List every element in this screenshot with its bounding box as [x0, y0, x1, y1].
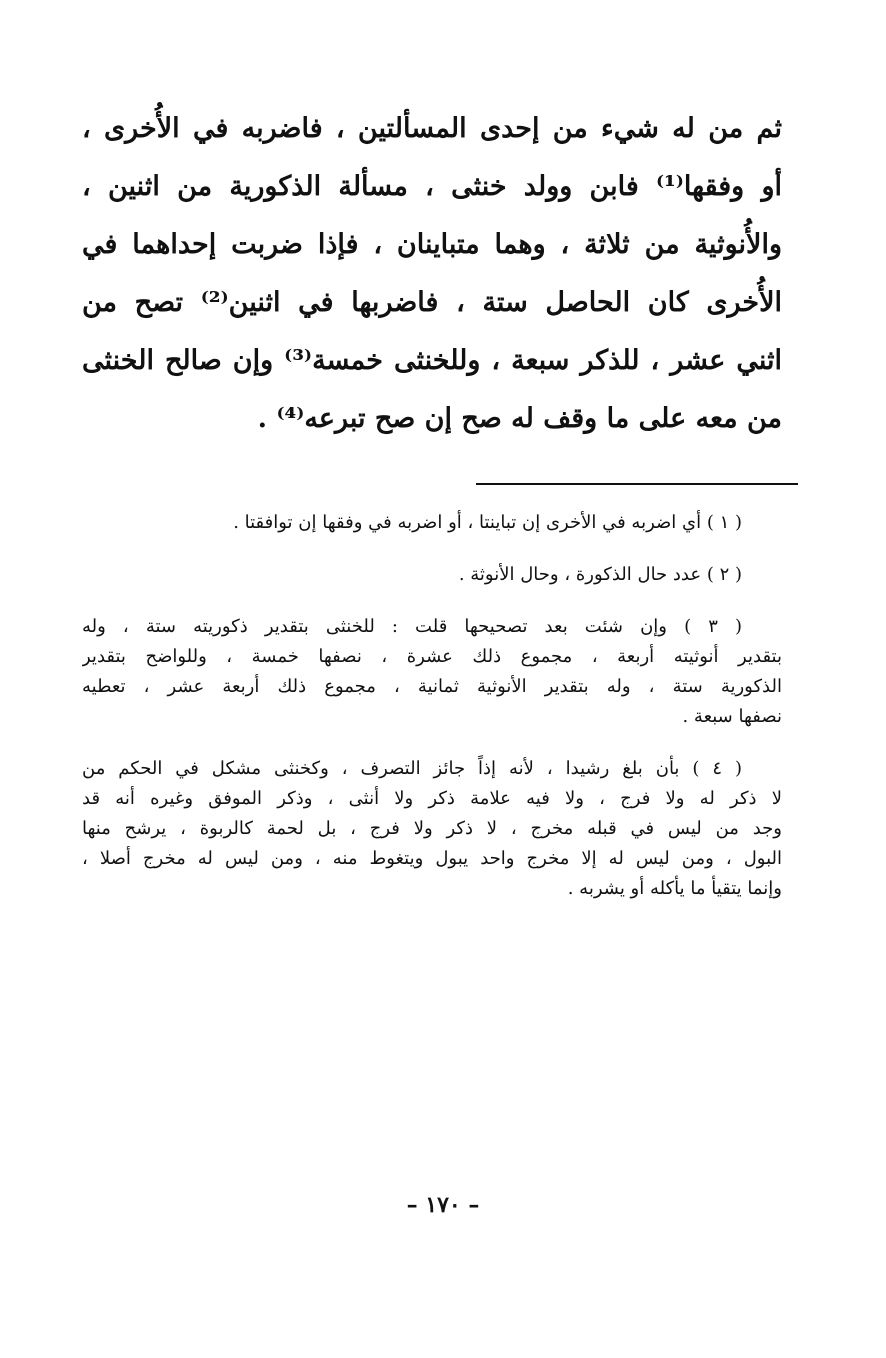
- main-text-line: والأُنوثية من ثلاثة ، وهما متباينان ، فإذا ضربت إحداهما في: [82, 229, 782, 260]
- main-text-block: [82, 100, 782, 448]
- footnote-3: [82, 612, 782, 732]
- footnote-1: [82, 508, 782, 538]
- main-text-line: اثني عشر ، للذكر سبعة ، وللخنثى خمسة⁽³⁾ وإن صالح الخنثى: [82, 345, 782, 376]
- footnote-line: ( ٣ ) وإن شئت بعد تصحيحها قلت : للخنثى بتقدير ذكوريته ستة ، وله: [82, 616, 742, 637]
- footnote-divider: [476, 483, 798, 485]
- main-text-line: الأُخرى كان الحاصل ستة ، فاضربها في اثنين⁽²⁾ تصح من: [82, 287, 782, 318]
- main-text-line: أو وفقها⁽¹⁾ فابن وولد خنثى ، مسألة الذكورية من اثنين ،: [82, 171, 782, 202]
- footnote-line: الذكورية ستة ، وله بتقدير الأنوثية ثمانية ، مجموع ذلك أربعة عشر ، تعطيه: [82, 676, 782, 697]
- page-number: – ١٧٠ –: [406, 1192, 480, 1218]
- footnote-line: وإنما يتقيأ ما يأكله أو يشربه .: [567, 878, 782, 899]
- footnote-line: ( ١ ) أي اضربه في الأخرى إن تباينتا ، أو اضربه في وفقها إن توافقتا .: [233, 512, 742, 533]
- footnote-line: ( ٤ ) بأن بلغ رشيدا ، لأنه إذاً جائز التصرف ، وكخنثى مشكل في الحكم من: [82, 758, 742, 779]
- footnote-line: وجد من ليس في قبله مخرج ، لا ذكر ولا فرج ، بل لحمة كالربوة ، يرشح منها: [82, 818, 782, 839]
- main-text-line: ثم من له شيء من إحدى المسألتين ، فاضربه في الأُخرى ،: [82, 113, 782, 144]
- footnote-line: ( ٢ ) عدد حال الذكورة ، وحال الأنوثة .: [458, 564, 742, 585]
- footnote-4: [82, 754, 782, 904]
- footnote-line: لا ذكر له ولا فرج ، ولا فيه علامة ذكر ولا أنثى ، وذكر الموفق وغيره أنه قد: [82, 788, 782, 809]
- footnote-line: البول ، ومن ليس له إلا مخرج واحد يبول ويتغوط منه ، ومن ليس له مخرج أصلا ،: [82, 848, 782, 869]
- footnote-2: [82, 560, 782, 590]
- main-text-line: من معه على ما وقف له صح إن صح تبرعه⁽⁴⁾ .: [257, 403, 782, 434]
- footnote-line: بتقدير أنوثيته أربعة ، مجموع ذلك عشرة ، نصفها خمسة ، وللواضح بتقدير: [82, 646, 782, 667]
- footnotes-block: [82, 508, 782, 926]
- footnote-line: نصفها سبعة .: [682, 706, 782, 727]
